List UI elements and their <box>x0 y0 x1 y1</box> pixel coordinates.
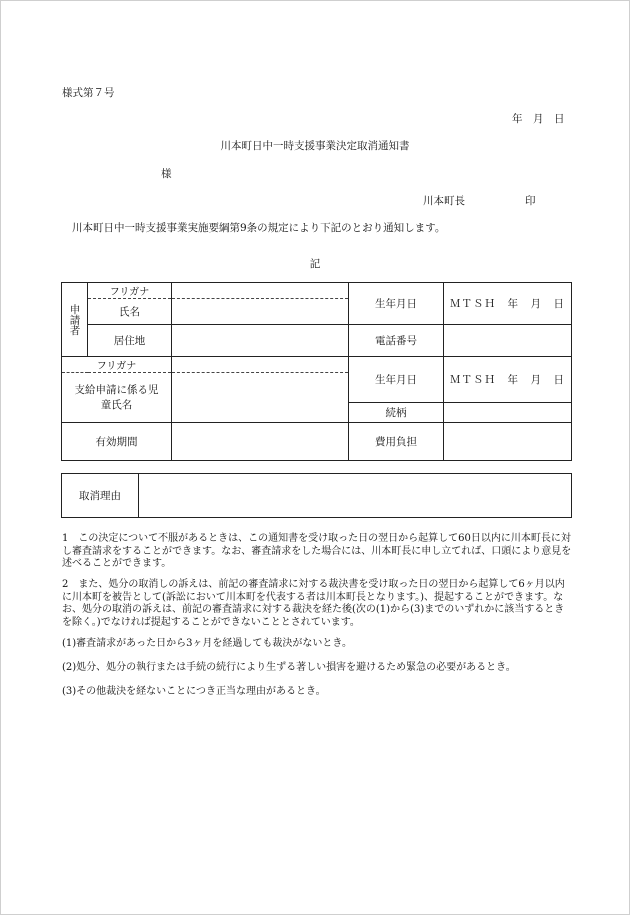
address-label: 居住地 <box>88 325 172 357</box>
phone-field[interactable] <box>444 325 572 357</box>
birthdate-label: 生年月日 <box>349 283 444 325</box>
issuer-name: 川本町長 <box>423 195 465 207</box>
child-furigana-label: フリガナ <box>62 357 172 373</box>
reason-label: 取消理由 <box>62 474 139 518</box>
valid-period-field[interactable] <box>172 423 349 461</box>
date-line: 年 月 日 <box>512 113 565 125</box>
note-1: 1 この決定について不服があるときは、この通知書を受け取った日の翌日から起算して60日以内に川本町長に対し審査請求をすることができます。なお、審査請求をした場合には、川本町長に申し立てれば、口頭により意見を述べることができます。 <box>62 533 572 569</box>
reason-field[interactable] <box>139 474 572 518</box>
relationship-field[interactable] <box>444 403 572 423</box>
applicant-table <box>61 282 572 461</box>
intro-text: 川本町日中一時支援事業実施要綱第9条の規定により下記のとおり通知します。 <box>72 222 446 234</box>
applicant-group-text: 申請者 <box>68 303 81 336</box>
note-3: (1)審査請求があった日から3ヶ月を経過しても裁決がないとき。 <box>62 638 353 649</box>
child-name-field[interactable] <box>172 373 349 423</box>
child-birthdate-era-field[interactable]: ＭＴＳＨ 年 月 日 <box>444 357 572 403</box>
child-furigana-field[interactable] <box>172 357 349 373</box>
reason-table <box>61 473 572 518</box>
cost-burden-label: 費用負担 <box>349 423 444 461</box>
name-field[interactable] <box>172 299 349 325</box>
child-name-label <box>62 373 172 423</box>
document-title: 川本町日中一時支援事業決定取消通知書 <box>220 140 410 152</box>
birthdate-era-field[interactable]: ＭＴＳＨ 年 月 日 <box>444 283 572 325</box>
furigana-label: フリガナ <box>88 283 172 299</box>
address-field[interactable] <box>172 325 349 357</box>
cost-burden-field[interactable] <box>444 423 572 461</box>
phone-label: 電話番号 <box>349 325 444 357</box>
child-name-text: 支給申請に係る児童氏名 <box>74 383 159 411</box>
name-label: 氏名 <box>88 299 172 325</box>
furigana-field[interactable] <box>172 283 349 299</box>
child-birthdate-label: 生年月日 <box>349 357 444 403</box>
applicant-group-label <box>62 283 88 357</box>
relationship-label: 続柄 <box>349 403 444 423</box>
seal-mark: 印 <box>525 195 536 207</box>
note-4: (2)処分、処分の執行または手続の続行により生ずる著しい損害を避けるため緊急の必要があるとき。 <box>62 662 516 673</box>
note-2: 2 また、処分の取消しの訴えは、前記の審査請求に対する裁決書を受け取った日の翌日から起算して6ヶ月以内に川本町を被告として(訴訟において川本町を代表する者は川本町長となります。)、提起することができます。なお、処分の取消の訴えは、前記の審査請求に対する裁決を経た後(次の(1)から(3)までのいずれかに該当するときを除く。)でなければ提起することができないこととされています。 <box>62 579 565 628</box>
valid-period-label: 有効期間 <box>62 423 172 461</box>
ki-heading: 記 <box>309 258 321 270</box>
recipient-suffix: 様 <box>161 168 172 180</box>
form-number: 様式第７号 <box>62 87 115 99</box>
note-5: (3)その他裁決を経ないことにつき正当な理由があるとき。 <box>62 686 326 697</box>
